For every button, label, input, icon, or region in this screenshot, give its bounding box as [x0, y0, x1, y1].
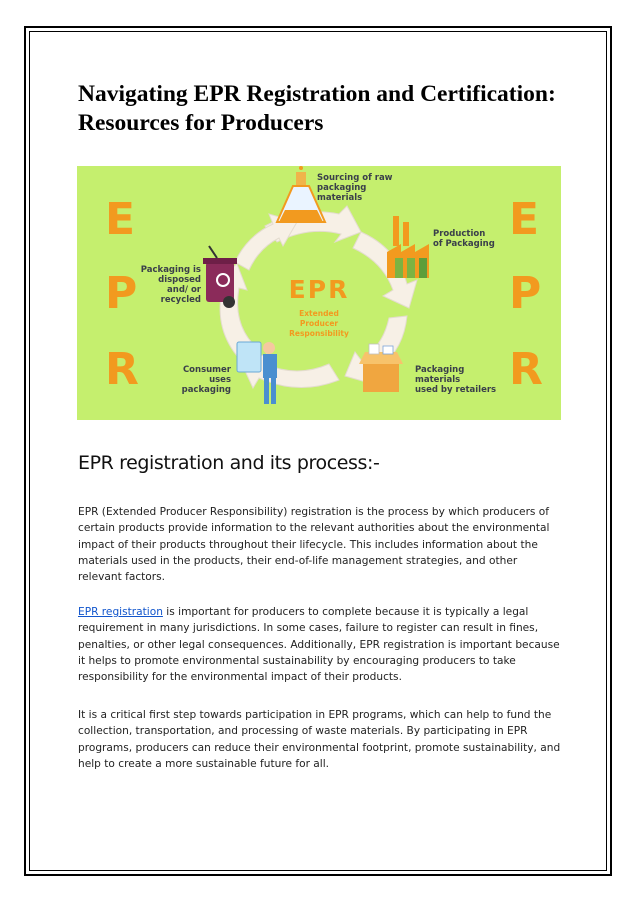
stage-consumer-line-3: packaging — [181, 385, 231, 395]
stage-consumer-line-2: uses — [209, 375, 231, 385]
center-title: EPR — [288, 275, 350, 304]
stage-production-line-2: of Packaging — [433, 239, 495, 249]
stage-disposal-line-3: and/ or — [167, 285, 201, 295]
stage-sourcing-line-1: Sourcing of raw — [317, 173, 393, 183]
side-letter-r-right: R — [509, 344, 543, 395]
stage-disposal-line-2: disposed — [158, 275, 201, 285]
side-letter-e-left: E — [105, 194, 136, 245]
center-line-2: Producer — [299, 319, 339, 328]
epr-registration-link[interactable]: EPR registration — [78, 606, 163, 618]
stage-disposal-line-1: Packaging is — [140, 265, 201, 275]
stage-sourcing-line-2: packaging — [317, 183, 367, 193]
stage-retail-line-3: used by retailers — [415, 385, 497, 395]
epr-infographic — [77, 166, 561, 420]
side-letter-p-right: P — [509, 268, 542, 319]
side-letter-e-right: E — [509, 194, 540, 245]
stage-production-line-1: Production — [433, 229, 486, 239]
center-line-3: Responsibility — [289, 329, 349, 338]
stage-retail-line-2: materials — [415, 375, 461, 385]
stage-retail-line-1: Packaging — [415, 365, 465, 375]
document-title: Navigating EPR Registration and Certification: Resources for Producers — [78, 81, 556, 136]
paragraph-importance — [78, 604, 564, 685]
paragraph-participation: It is a critical first step towards participation in EPR programs, which can help to fund the collection, transportation, and processing of waste materials. By participating in EPR programs, producers can reduce their environmental footprint, promote sustainability, and help to create a more sustainable future for all. — [78, 709, 561, 770]
stage-consumer-line-1: Consumer — [182, 365, 231, 375]
side-letter-p-left: P — [105, 268, 138, 319]
side-letter-r-left: R — [105, 344, 139, 395]
stage-disposal-line-4: recycled — [160, 295, 201, 305]
section-heading: EPR registration and its process:- — [78, 452, 380, 474]
stage-sourcing-line-3: materials — [317, 193, 363, 203]
paragraph-importance-text: is important for producers to complete because it is typically a legal requirement in many jurisdictions. In some cases, failure to register can result in fines, penalties, or other legal consequences. Additionally, EPR registration is important because it helps to promote environmental sustainability by encouraging producers to take responsibility for the environmental impact of their products. — [78, 606, 560, 684]
paragraph-definition: EPR (Extended Producer Responsibility) registration is the process by which producers of certain products provide information to the relevant authorities about the environmental impact of their products throughout their lifecycle. This includes information about the materials used in the products, their end-of-life management strategies, and other relevant factors. — [78, 506, 550, 584]
center-line-1: Extended — [299, 309, 339, 318]
